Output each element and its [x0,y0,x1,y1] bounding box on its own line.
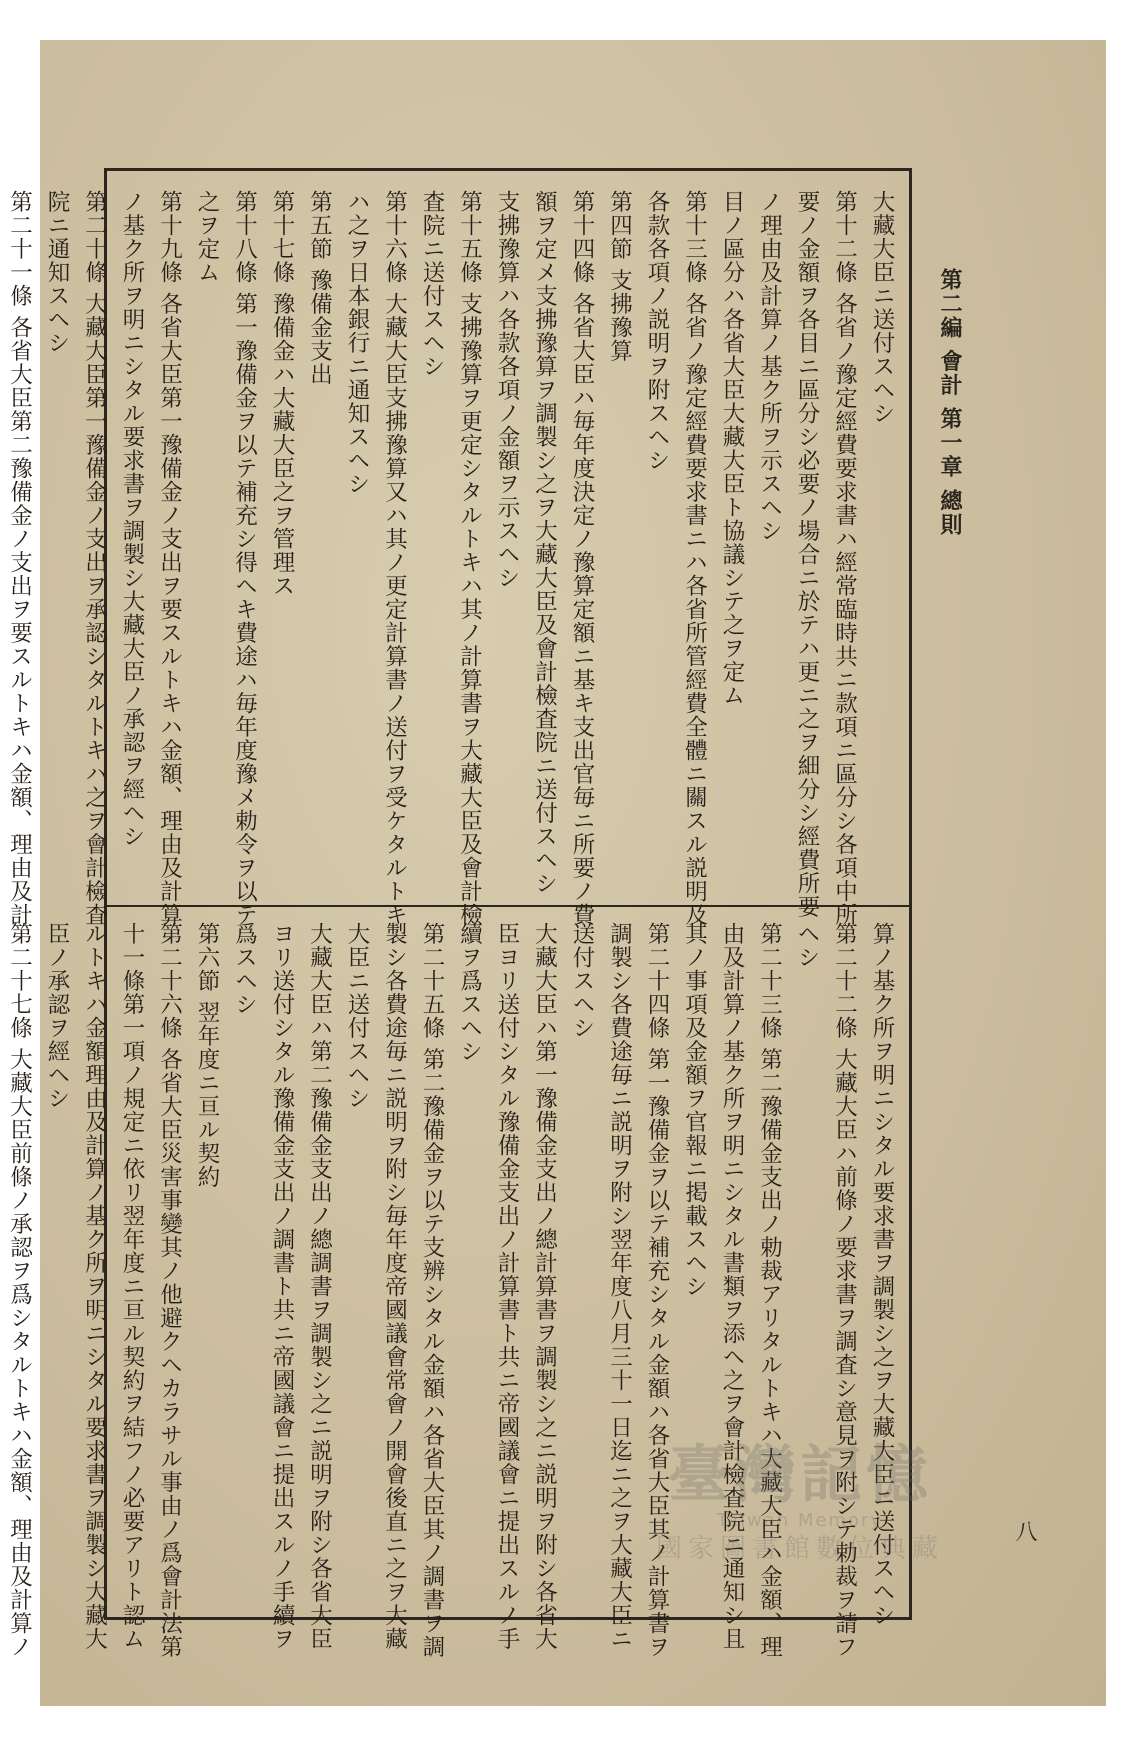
text-column: ヘシ [794,922,820,969]
text-column: 第二十五條 第二豫備金ヲ以テ支辨シタル金額ハ各省大臣其ノ調書ヲ調 [419,922,445,1659]
text-column: 第二十一條 各省大臣第二豫備金ノ支出ヲ要スルトキハ金額、理由及計 [6,190,33,927]
text-column: 大藏大臣ハ第二豫備金支出ノ總調書ヲ調製シ之ニ説明ヲ附シ各省大臣 [306,922,333,1651]
text-column: 各款各項ノ説明ヲ附スヘシ [644,190,670,472]
text-column: ハ之ヲ日本銀行ニ通知スヘシ [344,190,370,496]
text-column: 第二十三條 第二豫備金支出ノ勅裁アリタルトキハ大藏大臣ハ金額、理 [756,922,783,1659]
text-column: 調製シ各費途毎ニ説明ヲ附シ翌年度八月三十一日迄ニ之ヲ大藏大臣ニ [606,922,633,1651]
page-number: 八 [1012,1520,1037,1542]
upper-text-band [6,190,900,927]
text-column: 十一條第一項ノ規定ニ依リ翌年度ニ亘ル契約ヲ結フノ必要アリト認ム [119,922,145,1651]
text-column: 算ノ基ク所ヲ明ニシタル要求書ヲ調製シ之ヲ大藏大臣ニ送付スヘシ [869,922,895,1627]
text-column: 第十三條 各省ノ豫定經費要求書ニハ各省所管經費全體ニ關スル説明及 [681,190,708,927]
text-column: 由及計算ノ基ク所ヲ明ニシタル書類ヲ添ヘ之ヲ會計檢査院ニ通知シ且 [719,922,745,1651]
text-column: ヨリ送付シタル豫備金支出ノ調書ト共ニ帝國議會ニ提出スルノ手續ヲ [269,922,295,1651]
text-column: 額ヲ定メ支拂豫算ヲ調製シ之ヲ大藏大臣及會計檢査院ニ送付スヘシ [531,190,558,895]
text-column: 第十八條 第一豫備金ヲ以テ補充シ得ヘキ費途ハ毎年度豫メ勅令ヲ以テ [231,190,258,927]
watermark-latin: Taiwan Memory [716,1510,884,1531]
text-column: 支拂豫算ハ各款各項ノ金額ヲ示スヘシ [494,190,520,590]
text-column: 製シ各費途毎ニ説明ヲ附シ毎年度帝國議會常會ノ開會後直ニ之ヲ大藏 [381,922,408,1651]
text-column: 第十二條 各省ノ豫定經費要求書ハ經常臨時共ニ款項ニ區分シ各項中所 [831,190,858,927]
text-column: 要ノ金額ヲ各目ニ區分シ必要ノ場合ニ於テハ更ニ之ヲ細分シ經費所要 [794,190,820,919]
text-column: 大臣ニ送付スヘシ [344,922,370,1110]
text-column: 第五節 豫備金支出 [306,190,333,387]
text-column: 目ノ區分ハ各省大臣大藏大臣ト協議シテ之ヲ定ム [719,190,745,707]
library-watermark [640,1440,960,1590]
text-column: 續ヲ爲スヘシ [456,922,483,1063]
text-column: 第二十四條 第一豫備金ヲ以テ補充シタル金額ハ各省大臣其ノ計算書ヲ [644,922,670,1659]
text-column: 第十六條 大藏大臣支拂豫算又ハ其ノ更定計算書ノ送付ヲ受ケタルトキ [381,190,408,927]
text-column: 査院ニ送付スヘシ [419,190,445,378]
watermark-script: 臺灣記憶 [667,1438,932,1511]
text-column: 臣ヨリ送付シタル豫備金支出ノ計算書ト共ニ帝國議會ニ提出スルノ手 [494,922,520,1651]
text-column: ノ理由及計算ノ基ク所ヲ示スヘシ [756,190,783,543]
text-column: 第十四條 各省大臣ハ毎年度決定ノ豫算定額ニ基キ支出官毎ニ所要ノ費 [569,190,595,927]
text-column: 送付スヘシ [569,922,595,1040]
watermark-institution: 國家圖書館數位典藏 [655,1534,944,1564]
text-column: 第六節 翌年度ニ亘ル契約 [194,922,220,1189]
band-divider [104,905,912,907]
text-column: 其ノ事項及金額ヲ官報ニ掲載スヘシ [681,922,708,1298]
text-column: 大藏大臣ハ第一豫備金支出ノ總計算書ヲ調製シ之ニ説明ヲ附シ各省大 [531,922,558,1651]
text-column: 第十五條 支拂豫算ヲ更定シタルトキハ其ノ計算書ヲ大藏大臣及會計檢 [456,190,483,927]
text-column: 之ヲ定ム [194,190,220,284]
text-column: 爲スヘシ [231,922,258,1016]
text-column: 大藏大臣ニ送付スヘシ [869,190,895,425]
text-column: 臣ノ承認ヲ經ヘシ [44,922,70,1110]
text-column: 第十七條 豫備金ハ大藏大臣之ヲ管理ス [269,190,295,598]
text-column: 院ニ通知スヘシ [44,190,70,355]
text-column: 第二十七條 大藏大臣前條ノ承認ヲ爲シタルトキハ金額、理由及計算ノ [6,922,33,1659]
text-column: 第二十二條 大藏大臣ハ前條ノ要求書ヲ調査シ意見ヲ附シテ勅裁ヲ請フ [831,922,858,1659]
text-column: ルトキハ金額理由及計算ノ基ク所ヲ明ニシタル要求書ヲ調製シ大藏大 [81,922,108,1651]
text-column: 第十九條 各省大臣第一豫備金ノ支出ヲ要スルトキハ金額、理由及計算 [156,190,183,927]
text-column: 第四節 支拂豫算 [606,190,633,363]
text-column: 第二十六條 各省大臣災害事變其ノ他避クヘカラサル事由ノ爲會計法第 [156,922,183,1659]
running-head: 第二編 會計 第一章 總則 [937,268,963,537]
text-column: ノ基ク所ヲ明ニシタル要求書ヲ調製シ大藏大臣ノ承認ヲ經ヘシ [119,190,145,848]
text-column: 第二十條 大藏大臣第一豫備金ノ支出ヲ承認シタルトキハ之ヲ會計檢査 [81,190,108,927]
